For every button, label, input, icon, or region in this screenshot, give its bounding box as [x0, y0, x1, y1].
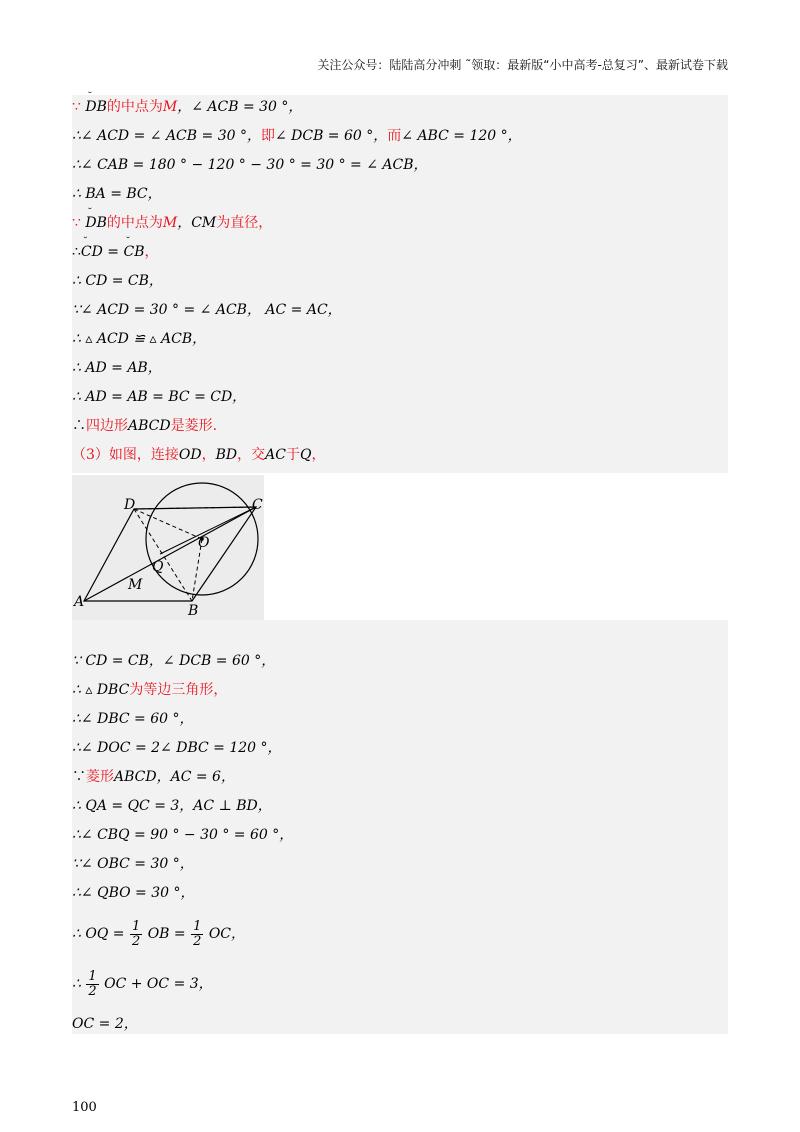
- line-6: ∴˘ CD = ˘ CB，: [72, 242, 159, 262]
- label-q: Q: [152, 559, 164, 575]
- label-b: B: [188, 603, 199, 619]
- line-17: ∴∠ DOC = 2∠ DBC = 120 °，: [72, 740, 282, 756]
- segment-od: [134, 509, 202, 539]
- line-4: ∴ BA = BC，: [72, 186, 162, 202]
- line-10: ∴ AD = AB，: [72, 360, 162, 376]
- arc-db-2: ˘ DB: [85, 213, 107, 233]
- line-14: ∵ CD = CB，∠ DCB = 60 °，: [72, 653, 276, 669]
- line-16: ∴∠ DBC = 60 °，: [72, 711, 194, 727]
- label-d: D: [124, 497, 136, 513]
- geometry-diagram: [72, 475, 264, 620]
- line-3: ∴∠ CAB = 180 ° − 120 ° − 30 ° = 30 ° = ∠ ACB，: [72, 157, 428, 173]
- arc-db: ˘ DB: [85, 97, 107, 117]
- line-23: ∴ OQ = $\frac{1}{2}$ OB = $\frac{1}{2}$ OC，: [72, 918, 246, 949]
- line-12: ∴四边形ABCD是菱形.: [72, 418, 218, 434]
- page-number: 100: [72, 1100, 97, 1115]
- diagonal-bd: [134, 509, 192, 601]
- line-20: ∴∠ CBQ = 90 ° − 30 ° = 60 °，: [72, 827, 294, 843]
- label-c: C: [252, 497, 263, 513]
- fraction-half-1: $\frac{1}{2}$: [131, 918, 141, 949]
- line-19: ∴ QA = QC = 3，AC ⊥ BD，: [72, 798, 272, 814]
- line-9: ∴ ▵ ACD ≌ ▵ ACB，: [72, 331, 207, 347]
- line-1: ∵ ˘ DB的中点为M，∠ ACB = 30 °，: [72, 97, 302, 117]
- line-18: ∵菱形ABCD，AC = 6，: [72, 769, 235, 785]
- line-7: ∴ CD = CB，: [72, 273, 163, 289]
- line-22: ∴∠ QBO = 30 °，: [72, 885, 195, 901]
- label-o: O: [198, 535, 210, 551]
- fraction-half-2: $\frac{1}{2}$: [193, 918, 202, 949]
- page-header: 关注公众号：陆陆高分冲刺 ˜领取：最新版“小中高考-总复习”、最新试卷下载: [317, 58, 728, 72]
- line-5: ∵ ˘ DB的中点为M，CM为直径，: [72, 213, 272, 233]
- label-m: M: [128, 577, 143, 593]
- geometry-figure: [72, 475, 264, 620]
- line-15: ∴ ▵ DBC为等边三角形，: [72, 682, 228, 698]
- line-25: OC = 2，: [72, 1016, 138, 1032]
- line-24: ∴ $\frac{1}{2}$ OC + OC = 3，: [72, 968, 213, 999]
- line-11: ∴ AD = AB = BC = CD，: [72, 389, 247, 405]
- line-13: （3）如图，连接OD，BD，交AC于Q，: [72, 447, 326, 463]
- line-21: ∵∠ OBC = 30 °，: [72, 856, 194, 872]
- fraction-half-3: $\frac{1}{2}$: [88, 968, 97, 999]
- label-a: A: [74, 594, 85, 610]
- line-2: ∴∠ ACD = ∠ ACB = 30 °，即∠ DCB = 60 °，而∠ ABC = 120 °，: [72, 128, 522, 144]
- line-8: ∵∠ ACD = 30 ° = ∠ ACB， AC = AC，: [72, 302, 342, 318]
